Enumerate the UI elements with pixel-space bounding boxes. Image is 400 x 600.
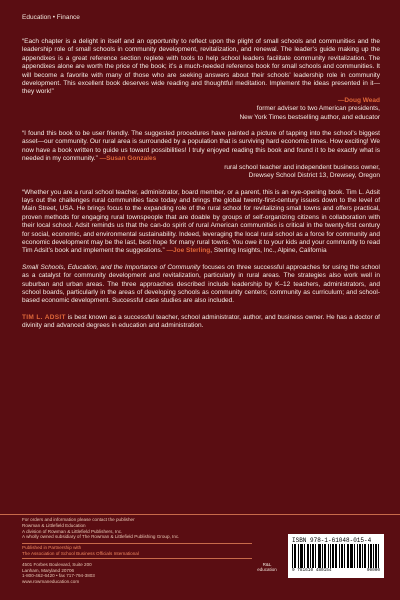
review-quote: “I found this book to be user friendly. The suggested procedures have painted a picture of tapping into the school’s biggest asset—our community. Our rural area is surrounded by a population that is surviving hard economic times. How exciting! We now have a book written to guide us toward possibilities! I truly enjoyed reading this book and found it to be exactly what is needed in my community.” xyxy=(22,130,380,163)
barcode-bar xyxy=(330,544,331,568)
book-title: Small Schools, Education, and the Importance of Community xyxy=(22,263,201,271)
barcode-bar xyxy=(362,544,363,568)
barcode-bar xyxy=(348,544,349,568)
reviewer-affiliation: , Sterling Insights, Inc., Alpine, California xyxy=(210,247,327,255)
barcode-bar xyxy=(339,544,340,568)
order-line: For orders and information please contact the publisher xyxy=(22,517,135,522)
cover-text xyxy=(22,38,380,339)
barcode-bar xyxy=(304,544,305,568)
review-3: “Whether you are a rural school teacher, administrator, board member, or a parent, this is an eye-opening book. Tim L. Adsit lays out the challenges rural communities face today and brings the global twenty-first-century issues down to the level of Main Street, USA. He brings focus to the expanding role of the rural school for revitalizing small towns and offers practical, proven methods for engaging rural townspeople that are doable by groups of self-organizing citizens in collaboration with their local school. Adsit reminds us that the can-do spirit of rural American communities is critical in the twenty-first century for social, economic, and environmental sustainability. Indeed, leveraging the local rural school as a force for community and economic development may be the last, best hope for many rural towns. You owe it to your kids and your community to read Tim Adsit’s book and implement the suggestions.” —Joe Sterling, Sterling Insights, Inc., Alpine, California xyxy=(22,188,380,255)
review-quote: “Whether you are a rural school teacher, administrator, board member, or a parent, this is an eye-opening book. Tim L. Adsit lays out the challenges rural communities face today and brings the global twenty-first-century issues down to the level of Main Street, USA. He brings focus to the expanding role of the rural school for revitalizing small towns and offers practical, proven methods for engaging rural townspeople that are doable by groups of self-organizing citizens in collaboration with their local school. Adsit reminds us that the can-do spirit of rural American communities is critical in the twenty-first century for social, economic, and environmental sustainability. Indeed, leveraging the local rural school as a force for community and economic development may be the last, best hope for many rural towns. You owe it to your kids and your community to read Tim Adsit’s book and implement the suggestions.” xyxy=(22,188,380,255)
barcode-bar xyxy=(294,544,295,568)
barcode-bars xyxy=(292,544,380,568)
barcode-bar xyxy=(370,544,371,568)
barcode-bar xyxy=(328,544,329,568)
barcode-bar xyxy=(347,544,348,568)
barcode-bar xyxy=(300,544,301,568)
barcode-bar xyxy=(360,544,361,568)
footer-divider xyxy=(0,514,400,515)
price-code: 90000 xyxy=(366,568,380,573)
barcode-bar xyxy=(320,544,321,568)
reviewer-title: rural school teacher and independent business owner, xyxy=(224,163,380,171)
barcode-bar xyxy=(308,544,309,568)
barcode-bar xyxy=(365,544,366,568)
barcode-bar xyxy=(376,544,377,568)
barcode-bar xyxy=(333,544,334,568)
review-1 xyxy=(22,38,380,122)
barcode-bar xyxy=(344,544,345,568)
author-bio-text: is best known as a successful teacher, school administrator, author, and business owner. He has a doctor of divinity and advanced degrees in education and administration. xyxy=(22,313,380,330)
review-quote: “Each chapter is a delight in itself and an opportunity to reflect upon the plight of small schools and communities and the leadership role of small schools in community development, revitalization, and renewal. The leader’s guide making up the appendixes is a great reference section replete with tools to help school leaders facilitate community revitalization. The appendixes alone are worth the price of the book; it’s a much-needed reference book for small schools and communities. It will become a favorite with many of those who are seeking answers about their schools’ leadership role in community development. This excellent book deserves wide reading and thoughtful meditation. Implement the ideas presented in it—they work!” xyxy=(22,38,380,96)
barcode-bar xyxy=(357,544,358,568)
barcode-bar xyxy=(295,544,296,568)
barcode-bar xyxy=(359,544,360,568)
publisher-address xyxy=(22,562,252,585)
category-label: Education • Finance xyxy=(22,14,80,21)
barcode-bar xyxy=(310,544,311,568)
barcode-bar xyxy=(324,544,325,568)
reviewer-name: Susan Gonzales xyxy=(106,155,157,163)
address-line: 1-800-462-6420 • fax 717-794-3803 xyxy=(22,573,95,579)
reviewer-name: Doug Wead xyxy=(344,96,380,104)
review-2: “I found this book to be user friendly. The suggested procedures have painted a picture of tapping into the school’s biggest asset—our community. Our rural area is surrounded by a population that is surviving hard economic times. How exciting! We now have a book written to guide us toward possibilities! I truly enjoyed reading this book and found it to be exactly what is needed in my community.” —Susan Gonzales rural school teacher and independent business owner, Drewsey School District 13, Drewsey, Oregon xyxy=(22,130,380,180)
barcode-bar xyxy=(371,544,372,568)
reviewer-title: former adviser to two American presidents, xyxy=(256,105,380,113)
order-line: A wholly owned subsidiary of The Rowman & Littlefield Publishing Group, Inc. xyxy=(22,534,180,540)
barcode-bar xyxy=(364,544,365,568)
barcode-bar xyxy=(332,544,333,568)
barcode-bar xyxy=(350,544,351,568)
barcode-digits: 9 781610 480154 90000 xyxy=(292,568,380,573)
address-line: 4501 Forbes Boulevard, Suite 200 xyxy=(22,561,92,567)
barcode-bar xyxy=(368,544,369,568)
barcode-bar xyxy=(313,544,314,568)
barcode-bar xyxy=(307,544,308,568)
order-line: Rowman & Littlefield Education xyxy=(22,522,86,528)
reviewer-title-2: New York Times bestselling author, and educator xyxy=(239,113,380,121)
partner-line: Published in Partnership with xyxy=(22,545,82,551)
book-description xyxy=(22,264,380,306)
barcode-bar xyxy=(312,544,313,568)
barcode-bar xyxy=(354,544,355,568)
address-line: Lanham, Maryland 20706 xyxy=(22,567,75,573)
publisher-logo-icon: R&L education xyxy=(257,562,277,572)
reviewer-title-2: Drewsey School District 13, Drewsey, Oregon xyxy=(248,172,380,180)
author-name: TIM L. ADSIT xyxy=(22,313,66,321)
barcode-bar xyxy=(351,544,352,568)
barcode-bar xyxy=(325,544,326,568)
publisher-info xyxy=(22,517,252,588)
barcode-bar xyxy=(302,544,303,568)
partner-line: The Association of School Business Officials International xyxy=(22,550,139,556)
barcode-bar xyxy=(318,544,319,568)
barcode-bar xyxy=(336,544,337,568)
address-line: www.rowmaneducation.com xyxy=(22,579,80,585)
barcode-bar xyxy=(319,544,320,568)
barcode-bar xyxy=(341,544,342,568)
barcode-bar xyxy=(298,544,299,568)
barcode-bar xyxy=(315,544,316,568)
author-bio xyxy=(22,314,380,331)
order-info xyxy=(22,517,252,540)
description-body: focuses on three successful approaches for using the school as a catalyst for community development and revitalization, particularly in rural areas. The strategies also work well in suburban and urban areas. The three approaches described include leadership by K–12 teachers, administrators, and school boards, particularly in the areas of developing schools as community centers; community as curriculum; and school-based economic development. Successful case studies are also included. xyxy=(22,263,380,305)
isbn-barcode xyxy=(288,534,384,578)
barcode-bar xyxy=(322,544,323,568)
barcode-bar xyxy=(342,544,343,568)
isbn-number: ISBN 978-1-61048-015-4 xyxy=(292,537,372,544)
barcode-bar xyxy=(378,544,379,568)
order-line: A division of Rowman & Littlefield Publishers, Inc. xyxy=(22,528,123,534)
barcode-bar xyxy=(335,544,336,568)
barcode-bar xyxy=(301,544,302,568)
partner-info xyxy=(22,543,252,559)
review-attribution: —Doug Wead xyxy=(337,96,380,104)
reviewer-name: Joe Sterling xyxy=(173,247,211,255)
barcode-bar xyxy=(352,544,353,568)
barcode-bar xyxy=(375,544,376,568)
barcode-bar xyxy=(373,544,374,568)
barcode-bar xyxy=(292,544,293,568)
